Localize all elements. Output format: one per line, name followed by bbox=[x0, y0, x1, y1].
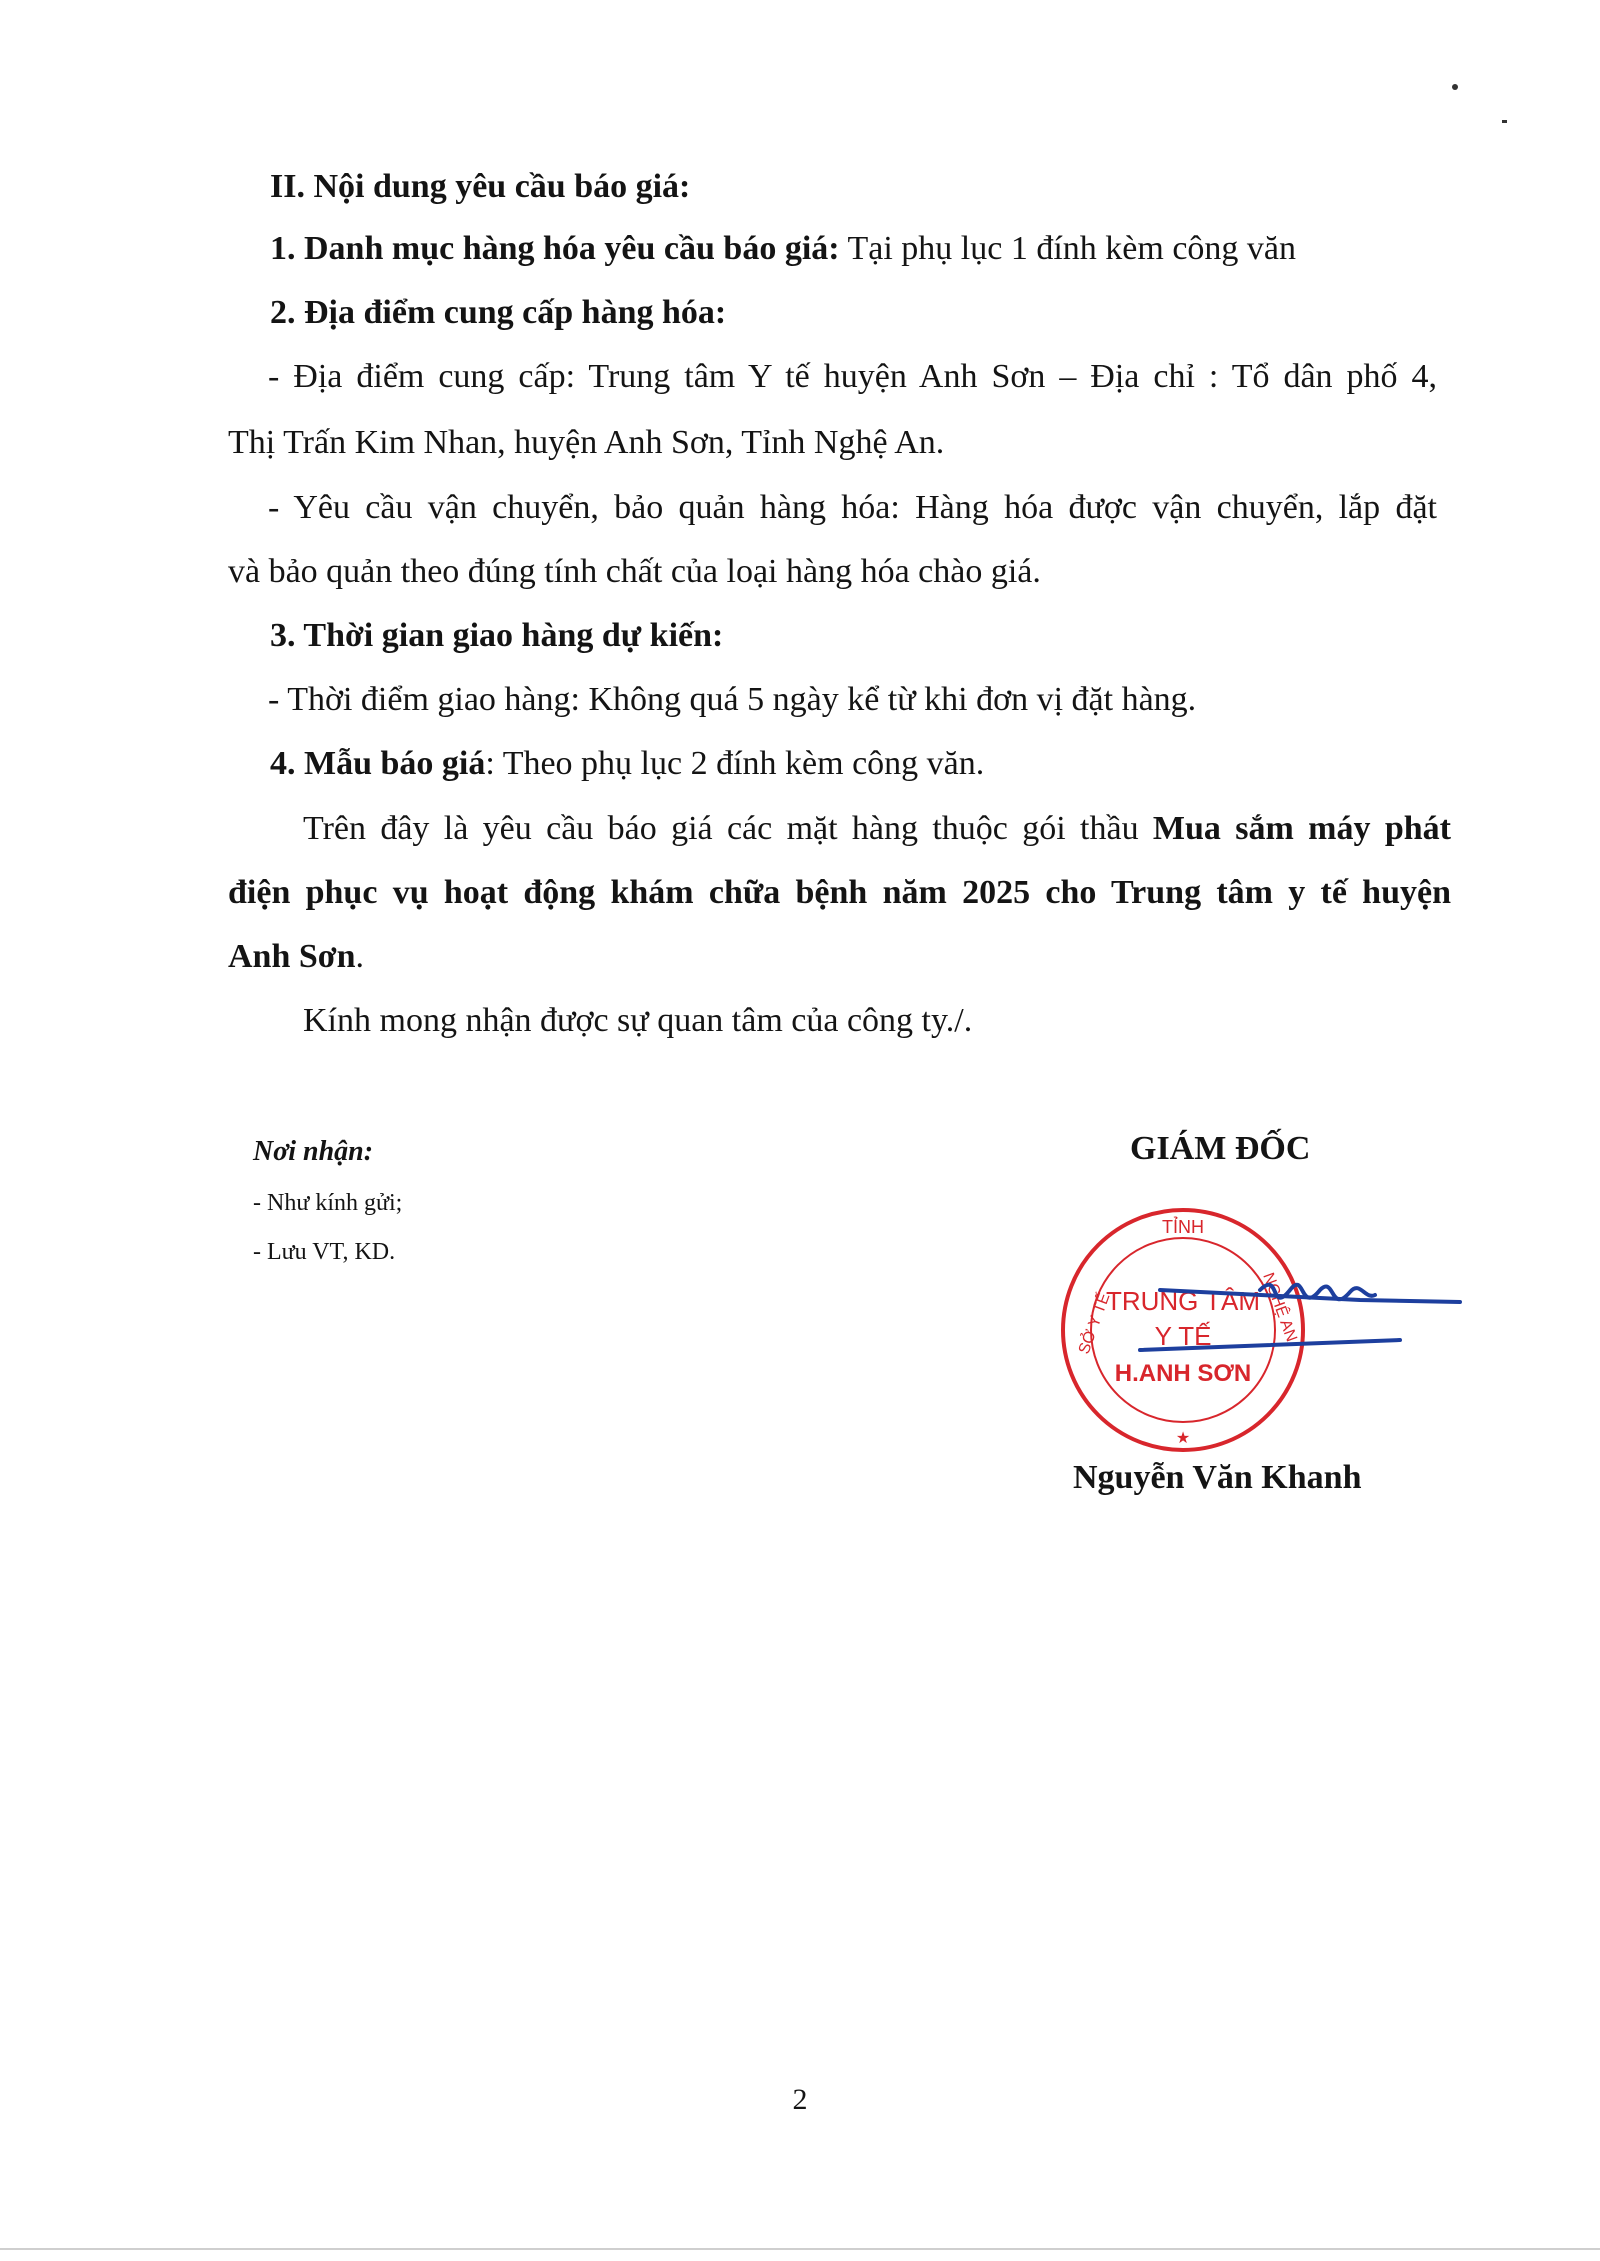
item-2-label: 2. Địa điểm cung cấp hàng hóa: bbox=[270, 294, 727, 331]
item-4-text: : Theo phụ lục 2 đính kèm công văn. bbox=[485, 745, 985, 782]
closing-thanks: Kính mong nhận được sự quan tâm của công ty./. bbox=[303, 1002, 973, 1039]
recipient-item: - Như kính gửi; bbox=[253, 1190, 403, 1216]
page-number: 2 bbox=[792, 2083, 808, 2116]
closing-line-2: điện phục vụ hoạt động khám chữa bệnh năm 2025 cho Trung tâm y tế huyện bbox=[228, 874, 1451, 911]
closing-line-1-text: Trên đây là yêu cầu báo giá các mặt hàng thuộc gói thầu bbox=[303, 810, 1153, 847]
item-4-label: 4. Mẫu báo giá bbox=[270, 745, 486, 782]
svg-text:NGHỆ AN: NGHỆ AN bbox=[1259, 1270, 1300, 1345]
svg-text:★: ★ bbox=[1175, 1430, 1191, 1447]
package-name-part-3: Anh Sơn bbox=[228, 938, 356, 975]
transport-line-2: và bảo quản theo đúng tính chất của loại hàng hóa chào giá. bbox=[228, 553, 1041, 590]
item-1-line bbox=[270, 229, 1296, 269]
svg-text:Y TẾ: Y TẾ bbox=[1154, 1321, 1212, 1351]
signature-scribble bbox=[1120, 1270, 1470, 1390]
closing-period: . bbox=[355, 938, 365, 975]
package-name-part-1: Mua sắm máy phát bbox=[1152, 810, 1451, 847]
transport-line-1: - Yêu cầu vận chuyển, bảo quản hàng hóa: Hàng hóa được vận chuyển, lắp đặt bbox=[268, 489, 1437, 526]
item-3-label: 3. Thời gian giao hàng dự kiến: bbox=[270, 617, 724, 654]
recipient-item: - Lưu VT, KD. bbox=[253, 1239, 396, 1265]
signer-name: Nguyễn Văn Khanh bbox=[1073, 1459, 1362, 1496]
svg-text:TRUNG TÂM: TRUNG TÂM bbox=[1105, 1286, 1261, 1316]
place-line-1: - Địa điểm cung cấp: Trung tâm Y tế huyện Anh Sơn – Địa chỉ : Tổ dân phố 4, bbox=[268, 358, 1437, 395]
item-1-label: 1. Danh mục hàng hóa yêu cầu báo giá: bbox=[270, 230, 840, 267]
svg-text:H.ANH SƠN: H.ANH SƠN bbox=[1114, 1360, 1252, 1387]
scan-dot bbox=[1452, 84, 1458, 90]
section-heading: II. Nội dung yêu cầu báo giá: bbox=[270, 168, 691, 205]
scan-dot bbox=[1502, 120, 1507, 123]
item-3-text: - Thời điểm giao hàng: Không quá 5 ngày kể từ khi đơn vị đặt hàng. bbox=[268, 681, 1197, 718]
place-line-2: Thị Trấn Kim Nhan, huyện Anh Sơn, Tỉnh Nghệ An. bbox=[228, 424, 945, 461]
recipients-title: Nơi nhận: bbox=[253, 1136, 374, 1167]
closing-line-1 bbox=[303, 809, 1451, 849]
svg-text:TỈNH: TỈNH bbox=[1162, 1217, 1204, 1237]
item-1-text: Tại phụ lục 1 đính kèm công văn bbox=[839, 230, 1297, 267]
svg-text:SỞ Y TẾ: SỞ Y TẾ bbox=[1075, 1290, 1114, 1357]
scan-edge bbox=[0, 2248, 1600, 2250]
closing-line-3 bbox=[228, 937, 364, 977]
item-4-line bbox=[270, 744, 984, 784]
signer-role: GIÁM ĐỐC bbox=[1130, 1130, 1311, 1167]
